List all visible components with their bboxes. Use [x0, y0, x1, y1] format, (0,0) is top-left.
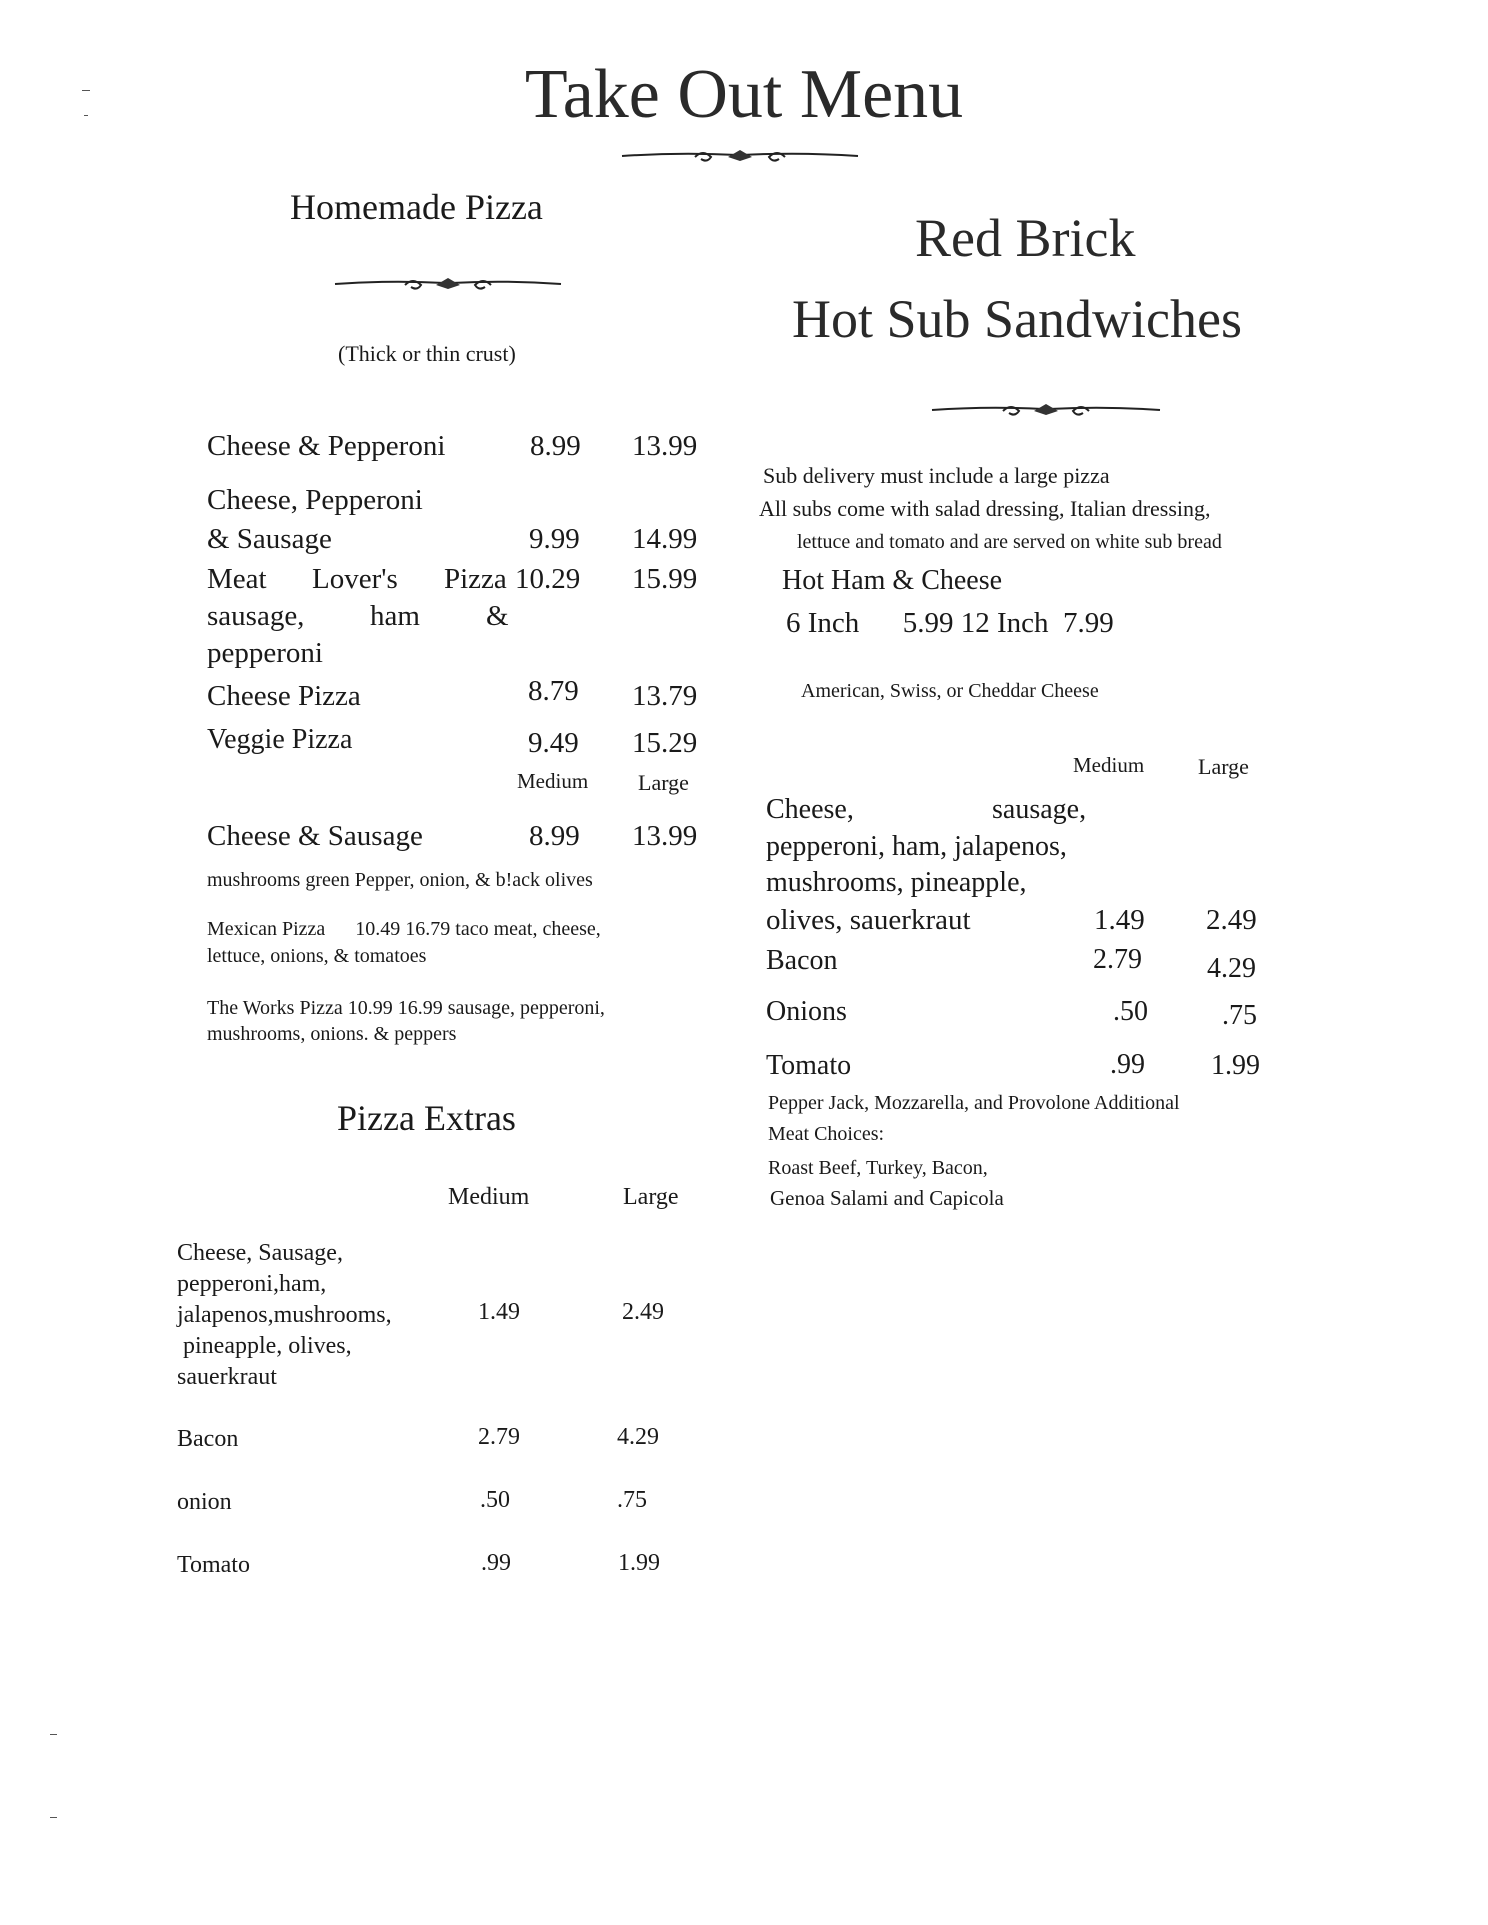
subs-note: Sub delivery must include a large pizza: [763, 463, 1110, 488]
pizza-item-large-price: 13.99: [632, 820, 698, 852]
pizza-item-name: & Sausage: [207, 523, 332, 555]
sub-extra-note: Meat Choices:: [768, 1123, 885, 1145]
pizza-heading: Homemade Pizza: [290, 187, 543, 227]
mexican-pizza-line: Mexican Pizza 10.49 16.79 taco meat, cheese,: [207, 918, 601, 940]
extras-heading: Pizza Extras: [337, 1098, 516, 1138]
extras-large-price: .75: [617, 1487, 647, 1513]
sub-topping-name: Cheese,: [766, 794, 854, 825]
pizza-item-medium-price: 9.99: [529, 523, 580, 555]
sub-topping-medium-price: 2.79: [1093, 944, 1142, 975]
pizza-ornament-icon: [333, 272, 563, 298]
extras-large-price: 1.99: [618, 1550, 660, 1576]
extras-col-large: Large: [623, 1184, 679, 1210]
pizza-item-name: Veggie Pizza: [207, 724, 353, 755]
sub-extra-note: Pepper Jack, Mozzarella, and Provolone Additional: [768, 1092, 1180, 1114]
extras-medium-price: .99: [481, 1550, 511, 1576]
subs-heading: Red Brick: [915, 208, 1136, 268]
sub-extra-note: Genoa Salami and Capicola: [770, 1186, 1004, 1210]
extras-medium-price: .50: [480, 1487, 510, 1513]
pizza-item-name: Lover's: [312, 563, 398, 595]
pizza-item-medium-price: 9.49: [528, 727, 579, 759]
sub-topping-name: mushrooms, pineapple,: [766, 867, 1027, 898]
sub-topping-large-price: .75: [1222, 1000, 1257, 1031]
sub-extra-note: Roast Beef, Turkey, Bacon,: [768, 1157, 988, 1179]
extras-item-name: pineapple, olives,: [177, 1333, 352, 1359]
pizza-item-medium-price: 8.99: [530, 430, 581, 462]
pizza-item-description: ham: [370, 600, 420, 632]
sub-topping-large-price: 4.29: [1207, 953, 1256, 984]
pizza-size-label-large: Large: [638, 770, 689, 795]
pizza-item-large-price: 13.99: [632, 430, 698, 462]
extras-item-name: pepperoni,ham,: [177, 1271, 327, 1297]
pizza-item-description: &: [486, 600, 509, 632]
sub-item-name: Hot Ham & Cheese: [782, 565, 1003, 596]
sub-topping-large-price: 1.99: [1211, 1050, 1260, 1081]
pizza-item-name: Pizza: [444, 563, 507, 595]
ornament-divider-icon: [620, 143, 860, 169]
pizza-item-name: Cheese, Pepperoni: [207, 484, 423, 516]
pizza-item-large-price: 14.99: [632, 523, 698, 555]
subs-col-medium: Medium: [1073, 753, 1145, 777]
scan-speck: [82, 90, 90, 91]
extras-item-name: Bacon: [177, 1426, 239, 1452]
extras-item-name: onion: [177, 1489, 232, 1515]
works-pizza-line: mushrooms, onions. & peppers: [207, 1023, 457, 1045]
works-pizza-line: The Works Pizza 10.99 16.99 sausage, pepperoni,: [207, 997, 605, 1019]
subs-heading: Hot Sub Sandwiches: [792, 289, 1242, 349]
crust-note: (Thick or thin crust): [338, 341, 516, 366]
pizza-item-name: Cheese & Sausage: [207, 820, 423, 852]
sub-item-prices: 6 Inch 5.99 12 Inch 7.99: [786, 607, 1114, 639]
subs-col-large: Large: [1198, 754, 1249, 779]
sub-topping-medium-price: .99: [1110, 1049, 1145, 1080]
extras-item-name: Tomato: [177, 1552, 250, 1578]
scan-speck: [50, 1734, 57, 1735]
sub-topping-medium-price: .50: [1113, 996, 1148, 1027]
extras-medium-price: 2.79: [478, 1424, 520, 1450]
extras-item-name: sauerkraut: [177, 1364, 277, 1390]
sub-topping-medium-price: 1.49: [1094, 904, 1145, 936]
sub-topping-name: Tomato: [766, 1050, 852, 1081]
extras-col-medium: Medium: [448, 1184, 530, 1210]
extras-item-name: Cheese, Sausage,: [177, 1240, 343, 1266]
sub-topping-name: sausage,: [992, 794, 1087, 825]
scan-speck: [84, 115, 88, 116]
pizza-item-large-price: 15.29: [632, 727, 698, 759]
pizza-item-name: Meat: [207, 563, 267, 595]
sub-topping-name: Bacon: [766, 945, 838, 976]
sub-topping-name: olives, sauerkraut: [766, 904, 971, 936]
pizza-item-description: pepperoni: [207, 637, 323, 669]
sub-topping-large-price: 2.49: [1206, 904, 1257, 936]
pizza-size-label-medium: Medium: [517, 769, 589, 793]
pizza-item-name: Cheese Pizza: [207, 680, 361, 712]
scan-speck: [50, 1817, 57, 1818]
pizza-item-description: sausage,: [207, 600, 305, 632]
extras-large-price: 2.49: [622, 1299, 664, 1325]
subs-note: All subs come with salad dressing, Italian dressing,: [759, 496, 1211, 521]
extras-item-name: jalapenos,mushrooms,: [177, 1302, 392, 1328]
pizza-item-medium-price: 8.99: [529, 820, 580, 852]
page-title: Take Out Menu: [524, 56, 964, 133]
subs-note: lettuce and tomato and are served on white sub bread: [797, 531, 1222, 553]
extras-large-price: 4.29: [617, 1424, 659, 1450]
subs-ornament-icon: [930, 398, 1162, 424]
pizza-item-large-price: 13.79: [632, 680, 698, 712]
pizza-item-description: mushrooms green Pepper, onion, & b!ack olives: [207, 869, 593, 891]
pizza-item-large-price: 15.99: [632, 563, 698, 595]
pizza-item-medium-price: 8.79: [528, 675, 579, 707]
sub-topping-name: Onions: [766, 996, 847, 1027]
pizza-item-medium-price: 10.29: [515, 563, 581, 595]
sub-cheese-note: American, Swiss, or Cheddar Cheese: [801, 680, 1099, 702]
pizza-item-name: Cheese & Pepperoni: [207, 430, 446, 462]
mexican-pizza-line: lettuce, onions, & tomatoes: [207, 945, 427, 967]
sub-topping-name: pepperoni, ham, jalapenos,: [766, 831, 1067, 862]
extras-medium-price: 1.49: [478, 1299, 520, 1325]
